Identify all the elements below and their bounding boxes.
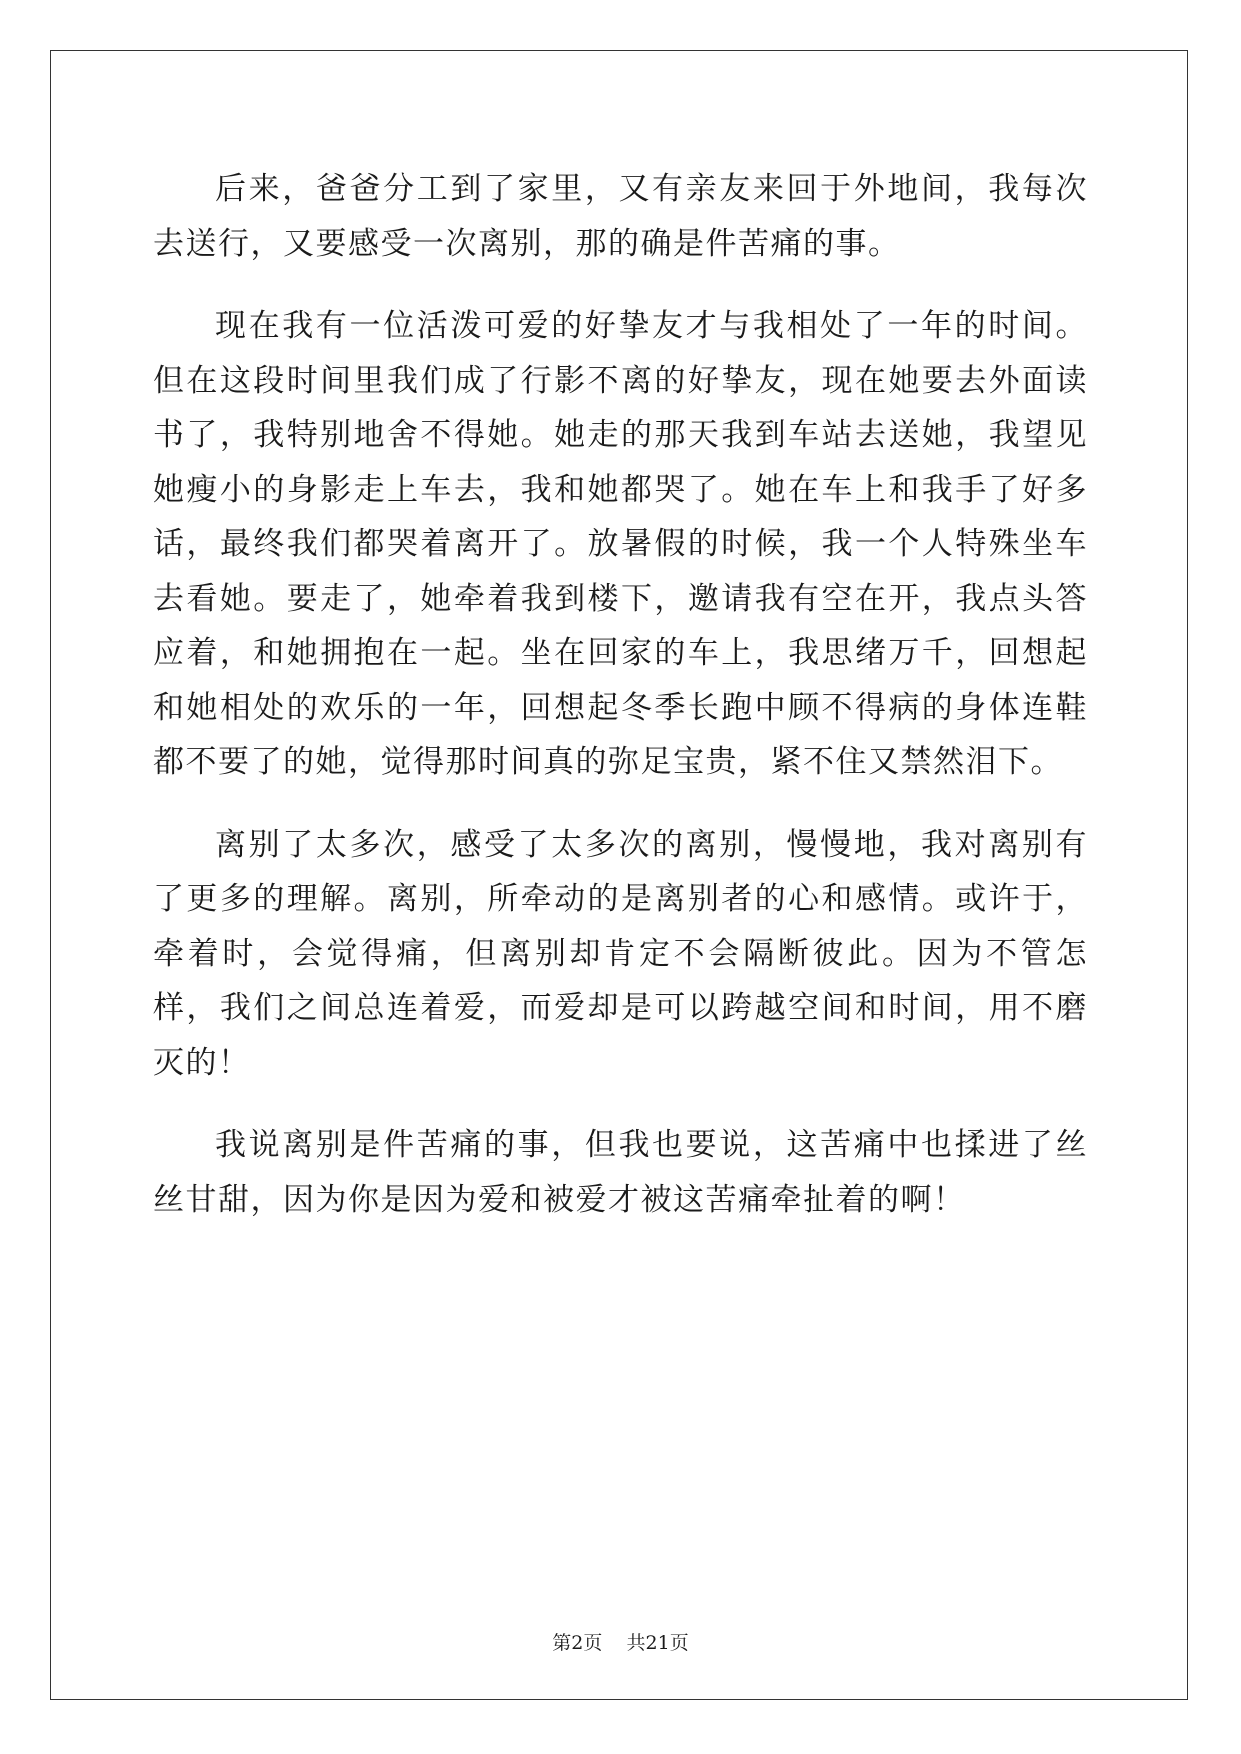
paragraph-3: 离别了太多次，感受了太多次的离别，慢慢地，我对离别有了更多的理解。离别，所牵动的是离别者的心和感情。或许于，牵着时，会觉得痛，但离别却肯定不会隔断彼此。因为不管怎样，我们之间总连着爱，而爱却是可以跨越空间和时间，用不磨灭的！ bbox=[153, 826, 1088, 1081]
page-number: 第2页 bbox=[552, 1632, 603, 1654]
paragraph-2: 现在我有一位活泼可爱的好挚友才与我相处了一年的时间。但在这段时间里我们成了行影不离的好挚友，现在她要去外面读书了，我特别地舍不得她。她走的那天我到车站去送她，我望见她瘦小的身影走上车去，我和她都哭了。她在车上和我手了好多话，最终我们都哭着离开了。放暑假的时候，我一个人特殊坐车去看她。要走了，她牵着我到楼下，邀请我有空在开，我点头答应着，和她拥抱在一起。坐在回家的车上，我思绪万千，回想起和她相处的欢乐的一年，回想起冬季长跑中顾不得病的身体连鞋都不要了的她，觉得那时间真的弥足宝贵，紧不住又禁然泪下。 bbox=[153, 308, 1088, 780]
page-total: 共21页 bbox=[626, 1632, 689, 1654]
paragraph-1: 后来，爸爸分工到了家里，又有亲友来回于外地间，我每次去送行，又要感受一次离别，那的确是件苦痛的事。 bbox=[153, 171, 1088, 262]
document-body bbox=[153, 162, 1088, 1255]
page-footer bbox=[0, 1628, 1241, 1655]
paragraph-4: 我说离别是件苦痛的事，但我也要说，这苦痛中也揉进了丝丝甘甜，因为你是因为爱和被爱才被这苦痛牵扯着的啊！ bbox=[153, 1127, 1088, 1218]
